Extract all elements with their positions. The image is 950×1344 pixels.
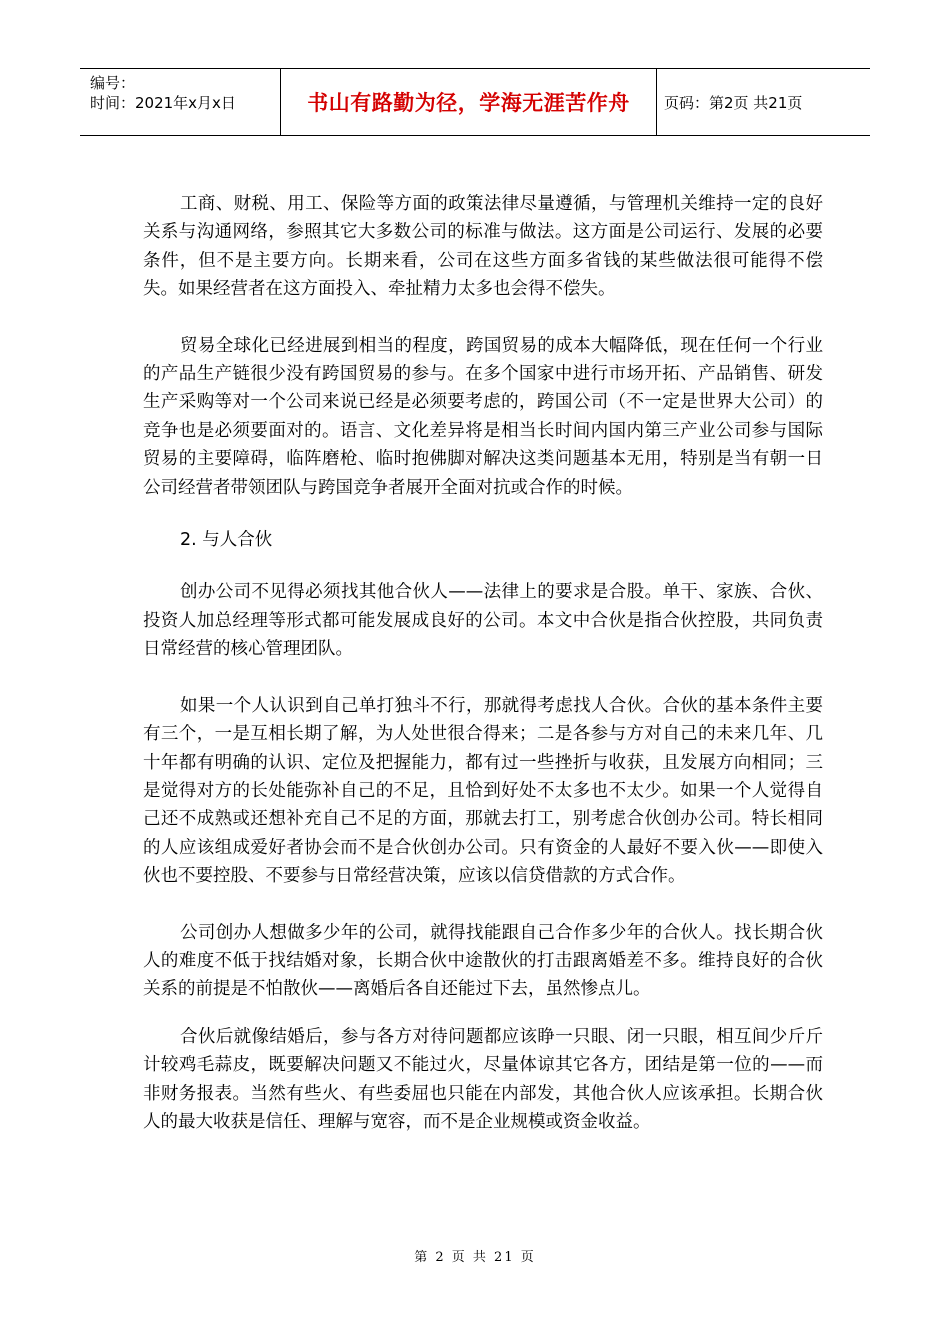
header-page-info-cell (657, 69, 870, 135)
document-body (143, 190, 823, 1136)
time-label: 时间：2021年x月x日 (90, 94, 236, 112)
paragraph-6: 合伙后就像结婚后，参与各方对待问题都应该睁一只眼、闭一只眼，相互间少斤斤计较鸡毛蒜皮，既要解决问题又不能过火，尽量体谅其它各方，团结是第一位的——而非财务报表。当然有些火、有些委屈也只能在内部发，其他合伙人应该承担。长期合伙人的最大收获是信任、理解与宽容，而不是企业规模或资金收益。 (143, 1026, 823, 1132)
paragraph-5: 公司创办人想做多少年的公司，就得找能跟自己合作多少年的合伙人。找长期合伙人的难度不低于找结婚对象，长期合伙中途散伙的打击跟离婚差不多。维持良好的合伙关系的前提是不怕散伙——离婚后各自还能过下去，虽然惨点儿。 (143, 922, 823, 1000)
page-header (80, 68, 870, 136)
header-motto-cell (281, 69, 657, 135)
paragraph-1: 工商、财税、用工、保险等方面的政策法律尽量遵循，与管理机关维持一定的良好关系与沟通网络，参照其它大多数公司的标准与做法。这方面是公司运行、发展的必要条件，但不是主要方向。长期来看，公司在这些方面多省钱的某些做法很可能得不偿失。如果经营者在这方面投入、牵扯精力太多也会得不偿失。 (143, 194, 823, 300)
header-motto: 书山有路勤为径，学海无涯苦作舟 (307, 91, 630, 115)
page-footer: 第 2 页 共 21 页 (414, 1250, 536, 1265)
header-page-info: 页码：第2页 共21页 (664, 93, 803, 112)
number-label: 编号： (90, 74, 136, 92)
paragraph-3: 创办公司不见得必须找其他合伙人——法律上的要求是合股。单干、家族、合伙、投资人加总经理等形式都可能发展成良好的公司。本文中合伙是指合伙控股，共同负责日常经营的核心管理团队。 (143, 582, 823, 660)
paragraph-4: 如果一个人认识到自己单打独斗不行，那就得考虑找人合伙。合伙的基本条件主要有三个，一是互相长期了解，为人处世很合得来；二是各参与方对自己的未来几年、几十年都有明确的认识、定位及把握能力，都有过一些挫折与收获，且发展方向相同；三是觉得对方的长处能弥补自己的不足，且恰到好处不太多也不太少。如果一个人觉得自己还不成熟或还想补充自己不足的方面，那就去打工，别考虑合伙创办公司。特长相同的人应该组成爱好者协会而不是合伙创办公司。只有资金的人最好不要入伙——即使入伙也不要控股、不要参与日常经营决策，应该以信贷借款的方式合作。 (143, 695, 823, 887)
header-meta (80, 69, 281, 135)
section-heading: 2. 与人合伙 (180, 530, 273, 551)
paragraph-2: 贸易全球化已经进展到相当的程度，跨国贸易的成本大幅降低，现在任何一个行业的产品生产链很少没有跨国贸易的参与。在多个国家中进行市场开拓、产品销售、研发生产采购等对一个公司来说已经是必须要考虑的，跨国公司（不一定是世界大公司）的竞争也是必须要面对的。语言、文化差异将是相当长时间内国内第三产业公司参与国际贸易的主要障碍，临阵磨枪、临时抱佛脚对解决这类问题基本无用，特别是当有朝一日公司经营者带领团队与跨国竞争者展开全面对抗或合作的时候。 (143, 335, 823, 498)
